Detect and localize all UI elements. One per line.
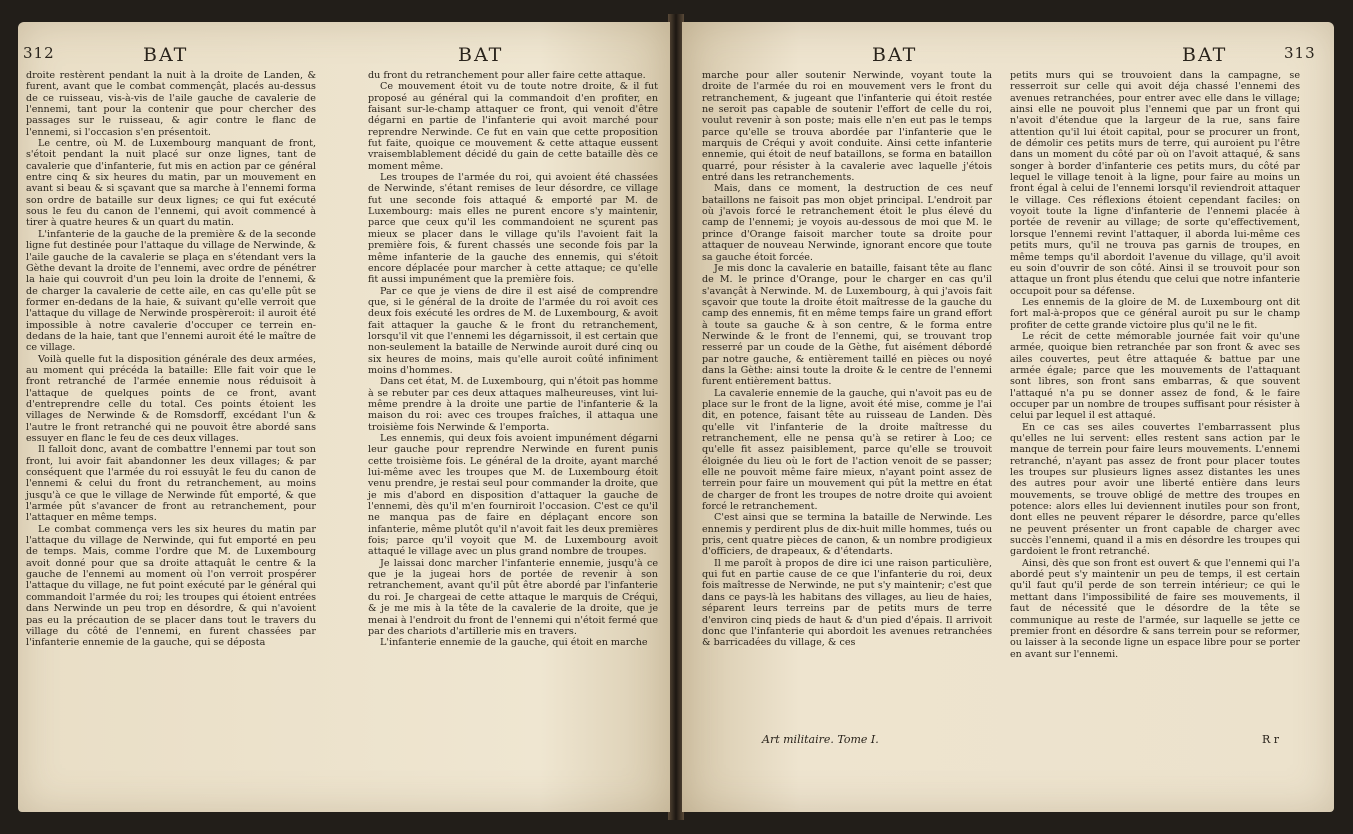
paragraph: Ce mouvement étoit vu de toute notre droite, & il fut proposé au général qui la commandoit d'en profiter, en faisant sur-le-champ attaquer ce front, qui venoit d'être dégarni en partie de l'infanterie qui avoit marché pour reprendre Nerwinde. Ce fut en vain que cette proposition fut faite, quoique ce mouvement & cette attaque eussent vraisemblablement décidé du gain de cette bataille dès ce moment même. (368, 81, 658, 172)
left-page-column-2 (368, 70, 658, 649)
paragraph: droite restèrent pendant la nuit à la droite de Landen, & furent, avant que le combat commençât, placés au-dessus de ce ruisseau, vis-à-vis de l'aile gauche de cavalerie de l'ennemi, tant pour la contenir que pour chercher des passages sur le ruisseau, & agir contre le flanc de l'ennemi, si l'occasion s'en présentoit. (26, 70, 316, 138)
running-head: BAT (1182, 44, 1228, 66)
paragraph: La cavalerie ennemie de la gauche, qui n'avoit pas eu de place sur le front de la ligne, avoit été mise, comme je l'ai dit, en potence, faisant tête au ruisseau de Landen. Dès qu'elle vit l'infanterie de la droite maîtresse du retranchement, elle ne pensa qu'à se retirer à Loo; ce qu'elle fit assez paisiblement, parce qu'elle se trouvoit éloignée du lieu où le fort de l'action venoit de se passer; elle ne pouvoit même faire mieux, n'ayant point assez de terrein pour faire un mouvement qui pût la mettre en état de charger de front les troupes de notre droite qui avoient forcé le retranchement. (702, 387, 992, 513)
paragraph: Il me paroît à propos de dire ici une raison particulière, qui fut en partie cause de ce que l'infanterie du roi, deux fois maîtresse de Nerwinde, ne put s'y maintenir; c'est que dans ce pays-là les habitans des villages, au lieu de haies, séparent leurs terreins par de petits murs de terre d'environ cinq pieds de haut & d'un pied d'épais. Il arrivoit donc que l'infanterie qui abordoit les avenues retranchées & barricadées du village, & ces (702, 557, 992, 649)
paragraph: Les ennemis, qui deux fois avoient impunément dégarni leur gauche pour reprendre Nerwinde en furent punis cette troisième fois. Le général de la droite, ayant marché lui-même avec les troupes que M. de Luxembourg étoit venu prendre, je restai seul pour commander la droite, que je mis d'abord en disposition d'attaquer la gauche de l'ennemi, dès qu'il m'en fourniroit l'occasion. C'est ce qu'il ne manqua pas de faire en déplaçant encore son infanterie, même plutôt qu'il n'avoit fait les deux premières fois; parce qu'il voyoit que M. de Luxembourg avoit attaqué le village avec un plus grand nombre de troupes. (368, 433, 658, 558)
left-page (18, 22, 670, 812)
paragraph: Les troupes de l'armée du roi, qui avoient été chassées de Nerwinde, s'étant remises de leur désordre, ce village fut une seconde fois attaqué & emporté par M. de Luxembourg: mais elles ne purent encore s'y maintenir, parce que ceux qu'il les commandoient ne sçurent pas mieux se placer dans le village qu'ils l'avoient fait la première fois, & furent chassés une seconde fois par la même infanterie de la gauche des ennemis, qui s'étoit encore déplacée pour marcher à cette attaque; ce qu'elle fit aussi impunément que la première fois. (368, 172, 658, 286)
right-page (682, 22, 1334, 812)
footer-title: Art militaire. Tome I. (762, 733, 879, 746)
paragraph: C'est ainsi que se termina la bataille de Nerwinde. Les ennemis y perdirent plus de dix-huit mille hommes, tués ou pris, cent quatre pièces de canon, & un nombre prodigieux d'officiers, de drapeaux, & d'étendarts. (702, 512, 992, 558)
paragraph: Il falloit donc, avant de combattre l'ennemi par tout son front, lui avoir fait abandonner les deux villages; & par conséquent que l'armée du roi essuyât le feu du canon de l'ennemi & celui du front du retranchement, au moins jusqu'à ce que le village de Nerwinde fût emporté, & que l'armée pût s'avancer de front au retranchement, pour l'attaquer en même temps. (26, 444, 316, 524)
paragraph: Ainsi, dès que son front est ouvert & que l'ennemi qui l'a abordé peut s'y maintenir un peu de temps, il est certain qu'il faut qu'il perde de son terrein intérieur; ce qui le mettant dans l'impossibilité de faire ses mouvements, il faut de nécessité que le désordre de la tête se communique au reste de l'armée, sur laquelle se jette ce premier front en désordre & sans terrein pour se reformer, ou laisser à la seconde ligne un espace libre pour se porter en avant sur l'ennemi. (1010, 557, 1300, 660)
paragraph: Mais, dans ce moment, la destruction de ces neuf bataillons ne faisoit pas mon objet principal. L'endroit par où j'avois forcé le retranchement étoit le plus élevé du camp de l'ennemi; je voyois au-dessous de moi que M. le prince d'Orange faisoit marcher toute sa droite pour attaquer de nouveau Nerwinde, ignorant encore que toute sa gauche étoit forcée. (702, 183, 992, 263)
paragraph: En ce cas ses ailes couvertes l'embarrassent plus qu'elles ne lui servent: elles restent sans action par le manque de terrein pour faire leurs mouvements. L'ennemi retranché, n'ayant pas assez de front pour placer toutes les troupes sur plusieurs lignes assez distantes les unes des autres pour avoir une liberté entière dans leurs mouvements, se trouve obligé de mettre des troupes en potence: alors elles lui deviennent inutiles pour son front, dont elles ne peuvent réparer le désordre, parce qu'elles ne peuvent présenter un front capable de charger avec succès l'ennemi, quand il a mis en désordre les troupes qui gardoient le front retranché. (1010, 421, 1300, 558)
paragraph: Les ennemis de la gloire de M. de Luxembourg ont dit fort mal-à-propos que ce général auroit pu sur le champ profiter de cette grande victoire plus qu'il ne le fit. (1010, 296, 1300, 331)
running-head: BAT (872, 44, 918, 66)
left-page-column-1 (26, 70, 316, 649)
page-number: 312 (23, 44, 55, 62)
page-number: 313 (1284, 44, 1316, 62)
left-page-header (18, 44, 670, 70)
paragraph: L'infanterie de la gauche de la première & de la seconde ligne fut destinée pour l'attaque du village de Nerwinde, & l'aile gauche de la cavalerie se plaça en s'étendant vers la Gèthe devant la droite de l'ennemi, avec ordre de pénétrer la haie qui couvroit d'un peu loin la droite de l'ennemi, & de charger la cavalerie de cette aile, en cas qu'elle pût se former en-dedans de la haie, & suivant qu'elle verroit que l'attaque du village de Nerwinde prospèreroit: il auroit été impossible à notre cavalerie d'occuper ce terrein en-dedans de la haie, tant que l'ennemi auroit été le maître de ce village. (26, 228, 316, 354)
paragraph: Le combat commença vers les six heures du matin par l'attaque du village de Nerwinde, qui fut emporté en peu de temps. Mais, comme l'ordre que M. de Luxembourg avoit donné pour que sa droite attaquât le centre & la gauche de l'ennemi au moment où l'on verroit prospérer l'attaque du village, ne fut point exécuté par le général qui commandoit l'armée du roi; les troupes qui étoient entrées dans Nerwinde un peu trop en désordre, & qui n'avoient pas eu la précaution de se placer dans tout le travers du village du côté de l'ennemi, en furent chassées par l'infanterie ennemie de la gauche, qui se déposta (26, 523, 316, 649)
right-page-header (682, 44, 1334, 70)
paragraph: petits murs qui se trouvoient dans la campagne, se resserroit sur celle qui avoit déja chassé l'ennemi des avenues retranchées, pour entrer avec elle dans le village; ainsi elle ne pouvoit plus l'ennemi que par un front qui n'avoit d'étendue que la largeur de la rue, sans faire attention qu'il lui étoit capital, pour se procurer un front, de démolir ces petits murs de terre, qui auroient pu l'être dans un moment du côté par où on l'avoit attaqué, & sans songer à border d'infanterie ces petits murs, du côté par lequel le village tenoit à la ligne, pour faire au moins un front égal à celui de l'ennemi lorsqu'il reviendroit attaquer le village. Ces réflexions étoient cependant faciles: on voyoit toute la ligne d'infanterie de l'ennemi placée à portée de revenir au village; de sorte qu'effectivement, lorsque l'ennemi revint l'attaquer, il aborda lui-même ces petits murs, qu'il ne trouva pas garnis de troupes, en même temps qu'il abordoit l'avenue du village, qu'il avoit eu soin d'ouvrir de son côté. Ainsi il se trouvoit pour son attaque un front plus étendu que celui que notre infanterie occupoit pour sa défense. (1010, 70, 1300, 297)
paragraph: Le centre, où M. de Luxembourg manquant de front, s'étoit pendant la nuit placé sur onze lignes, tant de cavalerie que d'infanterie, fut mis en action par ce général entre cinq & six heures du matin, par un mouvement en avant si beau & si sçavant que sa marche à l'ennemi forma son ordre de bataille sur deux lignes; ce qui fut exécuté sous le feu du canon de l'ennemi, qui avoit commencé à tirer à quatre heures & un quart du matin. (26, 138, 316, 229)
paragraph: Par ce que je viens de dire il est aisé de comprendre que, si le général de la droite de l'armée du roi avoit ces deux fois exécuté les ordres de M. de Luxembourg, & avoit fait attaquer la gauche & le front du retranchement, lorsqu'il vit que l'ennemi les dégarnissoit, il est certain que non-seulement la bataille de Nerwinde auroit duré cinq ou six heures de moins, mais qu'elle auroit coûté infiniment moins d'hommes. (368, 285, 658, 376)
paragraph: Dans cet état, M. de Luxembourg, qui n'étoit pas homme à se rebuter par ces deux attaques malheureuses, vint lui-même prendre à la droite une partie de l'infanterie & la maison du roi: avec ces troupes fraîches, il attaqua une troisième fois Nerwinde & l'emporta. (368, 376, 658, 433)
paragraph: L'infanterie ennemie de la gauche, qui étoit en marche (380, 637, 648, 649)
paragraph: marche pour aller soutenir Nerwinde, voyant toute la droite de l'armée du roi en mouvement vers le front du retranchement, & jugeant que l'infanterie qui étoit restée ne seroit pas capable de soutenir l'effort de celle du roi, voulut revenir à son poste; mais elle n'en eut pas le temps parce qu'elle se trouva abordée par l'infanterie que le marquis de Créqui y avoit conduite. Ainsi cette infanterie ennemie, qui étoit de neuf bataillons, se forma en bataillon quarré, pour résister à la cavalerie avec laquelle j'étois entré dans les retranchements. (702, 70, 992, 184)
running-head: BAT (143, 44, 189, 66)
signature-mark: R r (1262, 733, 1280, 746)
running-head: BAT (458, 44, 504, 66)
paragraph: du front du retranchement pour aller faire cette attaque. (368, 70, 646, 81)
paragraph: Voilà quelle fut la disposition générale des deux armées, au moment qui précéda la bataille: Elle fait voir que le front retranché de l'armée ennemie nous réduisoit à l'attaque de quelques points de ce front, avant d'entreprendre celle du total. Ces points étoient les villages de Nerwinde & de Romsdorff, excédant l'un & l'autre le front retranché qui ne pouvoit être abordé sans essuyer en flanc le feu de ces deux villages. (26, 353, 316, 444)
right-page-column-1 (702, 70, 992, 649)
paragraph: Je laissai donc marcher l'infanterie ennemie, jusqu'à ce que je la jugeai hors de portée de revenir à son retranchement, avant qu'il pût être abordé par l'infanterie du roi. Je chargeai de cette attaque le marquis de Créqui, & je me mis à la tête de la cavalerie de la droite, que je menai à l'endroit du front de l'ennemi qui n'étoit fermé que par des chariots d'artillerie mis en travers. (368, 557, 658, 637)
right-page-column-2 (1010, 70, 1300, 660)
paragraph: Le récit de cette mémorable journée fait voir qu'une armée, quoique bien retranchée par son front & avec ses ailes couvertes, peut être attaquée & battue par une armée égale; parce que les mouvements de l'attaquant sont libres, son front sans embarras, & que souvent l'attaqué n'a pu se donner assez de fond, & le faire occuper par un nombre de troupes suffisant pour résister à celui par lequel il est attaqué. (1010, 330, 1300, 422)
paragraph: Je mis donc la cavalerie en bataille, faisant tête au flanc de M. le prince d'Orange, pour le charger en cas qu'il s'avançât à Nerwinde. M. de Luxembourg, à qui j'avois fait sçavoir que toute la droite étoit maîtresse de la gauche du camp des ennemis, fit en même temps faire un grand effort à toute sa gauche & à son centre, & le forma entre Nerwinde & le front de l'ennemi, qui, se trouvant trop resserré par un coude de la Gèthe, fut aisément débordé par notre gauche, & entièrement taillé en pièces ou noyé dans la Gèthe: ainsi toute la droite & le centre de l'ennemi furent entièrement battus. (702, 262, 992, 388)
